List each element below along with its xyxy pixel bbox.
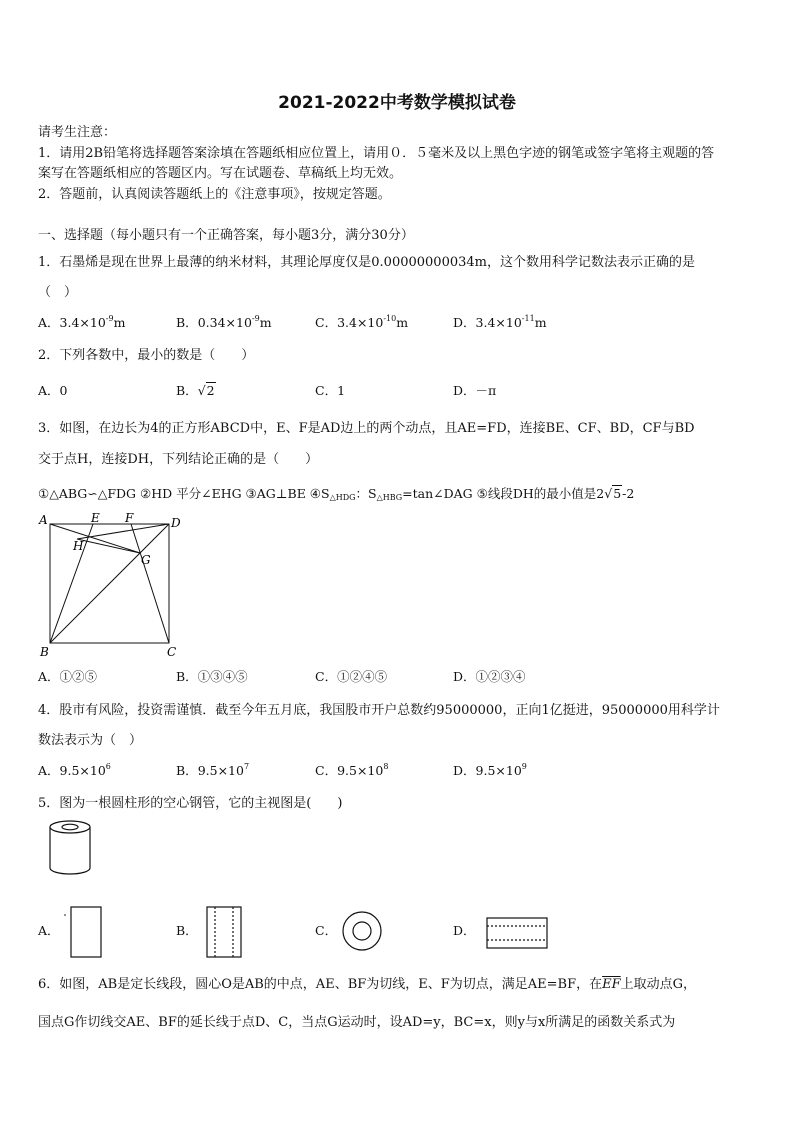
q2-option-b: B．√2 [176,383,215,398]
q3-square-figure [36,512,186,660]
q2-option-c: C．1 [315,383,346,398]
q3-option-d: D．①②③④ [453,669,526,684]
label-b: B [40,645,49,659]
q3-text-line2: 交于点H，连接DH，下列结论正确的是（ ） [38,452,319,467]
label-c: C [167,645,177,659]
segment-cf [131,524,169,643]
q1-text: 1．石墨烯是现在世界上最薄的纳米材料，其理论厚度仅是0.00000000034m，这个数用科学记数法表示正确的是 [38,255,695,270]
q2-option-a: A．0 [38,383,68,398]
q4-option-c: C．$9.5\times 10^8$ [315,762,389,778]
segment-bd [50,524,169,643]
pipe-top-inner [62,824,78,830]
q5-option-b-label: B． [176,923,198,938]
q5-option-a-figure [60,904,110,960]
notice-item-2: 2．答题前，认真阅读答题纸上的《注意事项》，按规定答题。 [38,187,391,202]
q5-option-d-figure [484,913,550,953]
q4-option-b: B．$9.5\times 10^7$ [176,762,250,778]
q1-option-c: C．$3.4\times 10^{-10}m$ [315,314,409,330]
q5-option-c-label: C． [315,923,338,938]
q5-option-d-label: D． [453,923,476,938]
q2-text: 2．下列各数中，最小的数是（ ） [38,348,255,363]
label-a: A [39,513,48,527]
q1-option-a: A．$3.4\times 10^{-9}m$ [38,314,126,330]
notice-heading: 请考生注意： [38,125,117,140]
label-g: G [141,553,151,567]
segment-be [50,524,93,643]
segment-hg [77,539,140,553]
q4-text-line1: 4．股市有风险，投资需谨慎．截至今年五月底，我国股市开户总数约95000000，正向1亿挺进，95000000用科学计 [38,703,720,718]
q4-option-a: A．$9.5\times 10^6$ [38,762,111,778]
q5-option-b-figure [202,904,246,960]
label-h: H [73,539,84,553]
q4-text-line2: 数法表示为（ ） [38,733,143,748]
q1-option-d: D．$3.4\times 10^{-11}m$ [453,314,547,330]
q6-text-line1: 6．如图，AB是定长线段，圆心O是AB的中点，AE、BF为切线，E、F为切点，满足AE=BF，在$\overline{EF}$上取动点G， [38,977,697,992]
q5-text: 5．图为一根圆柱形的空心钢管，它的主视图是( ) [38,796,343,811]
q3-statements: ①△ABG∽△FDG ②HD 平分∠EHG ③AG⊥BE $④S_{\triangle HDG}$：$S_{\triangle HBG}=\tan\angle DAG$ ⑤线段DH的最小值是2√5-2 [38,486,635,502]
q5-option-a-label: A． [38,923,60,938]
q3-option-b: B．①③④⑤ [176,669,248,684]
q3-option-c: C．①②④⑤ [315,669,388,684]
q2-option-d: D．－π [453,383,497,398]
q5-pipe-figure [46,818,96,878]
page-title: 2021-2022中考数学模拟试卷 [278,93,516,113]
section-heading: 一、选择题（每小题只有一个正确答案，每小题3分，满分30分） [38,228,414,243]
q3-option-a: A．①②⑤ [38,669,98,684]
segment-ag [50,524,140,553]
q5-option-c-figure [340,909,384,953]
q1-option-b: B．$0.34\times 10^{-9}m$ [176,314,272,330]
q6-text-line2: 国点G作切线交AE、BF的延长线于点D、C，当点G运动时，设AD=y，BC=x，则y与x所满足的函数关系式为 [38,1015,676,1030]
notice-item-1-cont: 案写在答题纸相应的答题区内。写在试题卷、草稿纸上均无效。 [38,166,403,181]
notice-item-1: 1．请用2B铅笔将选择题答案涂填在答题纸相应位置上，请用０．５毫米及以上黑色字迹的钢笔或签字笔将主观题的答 [38,146,715,161]
q1-paren: （ ） [38,285,78,300]
q3-text-line1: 3．如图，在边长为4的正方形ABCD中，E、F是AD边上的两个动点，且AE=FD，连接BE、CF、BD，CF与BD [38,421,695,436]
label-e: E [91,512,100,525]
label-d: D [171,516,181,530]
label-f: F [125,512,134,525]
pipe-body [50,827,90,874]
q4-option-d: D．$9.5\times 10^9$ [453,762,527,778]
